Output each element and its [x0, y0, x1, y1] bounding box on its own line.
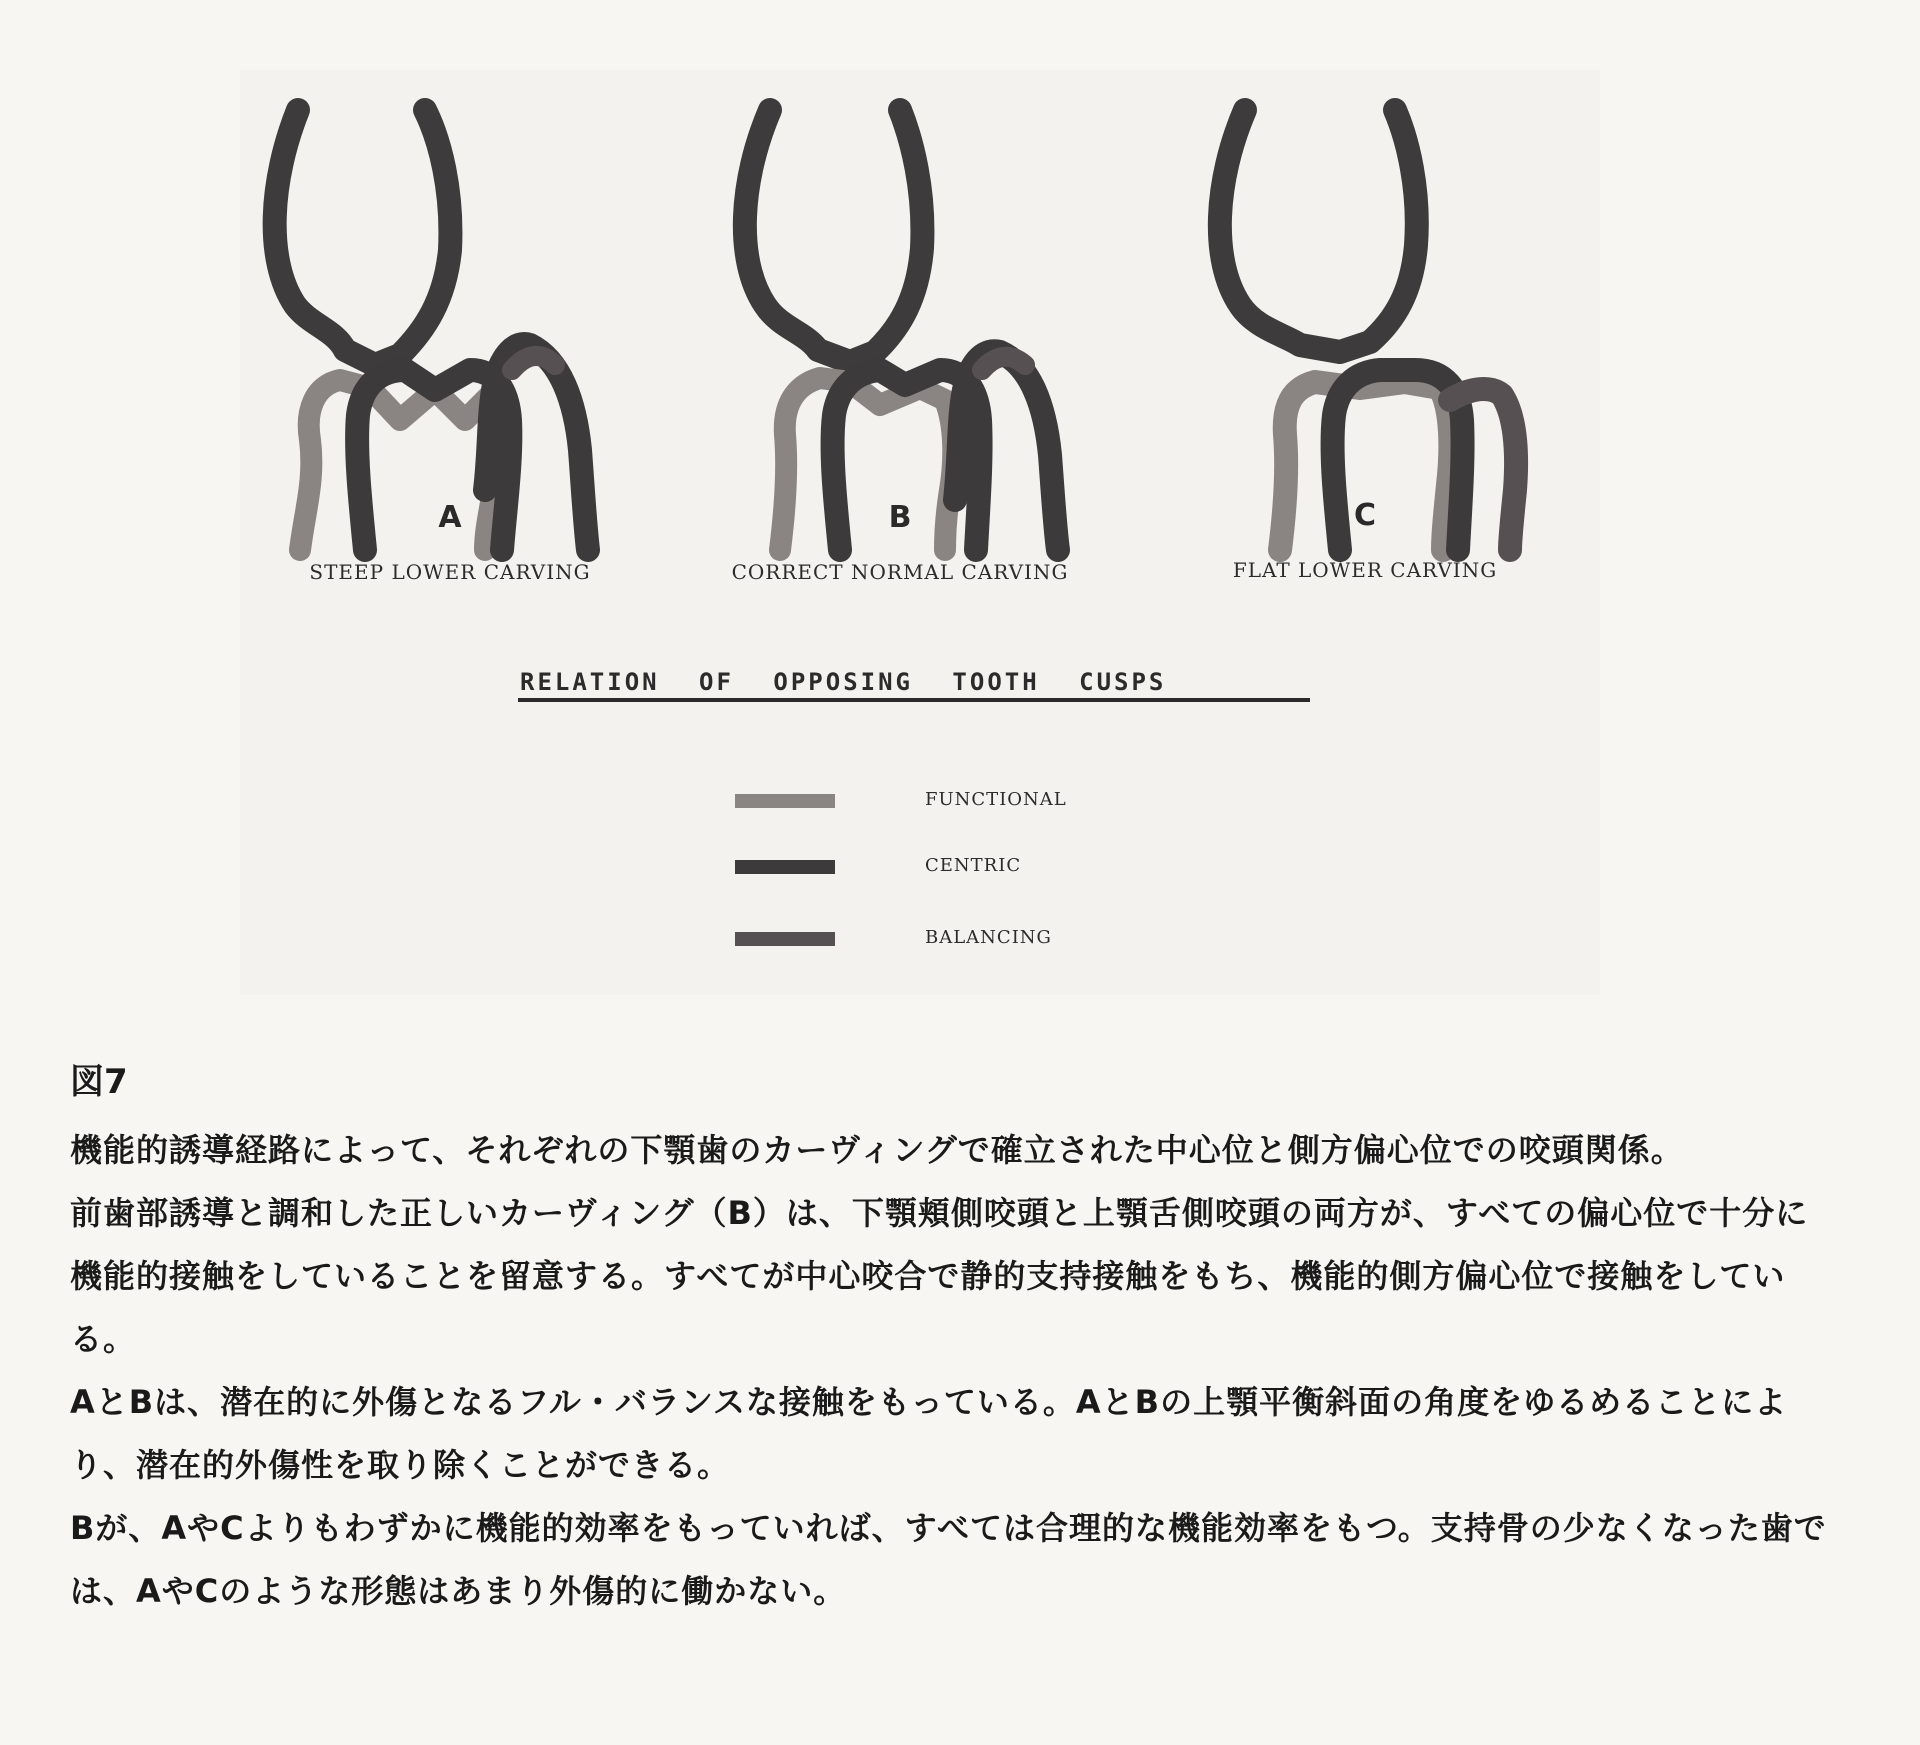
- panel-a-letter: A: [438, 500, 462, 535]
- legend-swatch-centric: [735, 860, 835, 874]
- legend-label-functional: FUNCTIONAL: [925, 789, 1067, 810]
- panel-b-caption: CORRECT NORMAL CARVING: [731, 560, 1069, 584]
- caption-paragraph: 前歯部誘導と調和した正しいカーヴィング（B）は、下顎頬側咬頭と上顎舌側咬頭の両方が、すべての偏心位で十分に機能的接触をしていることを留意する。すべてが中心咬合で静的支持接触をもち、機能的側方偏心位で接触をしている。: [70, 1194, 1809, 1358]
- panel-a-upper-tooth: [275, 110, 451, 365]
- legend-label-centric: CENTRIC: [925, 855, 1022, 876]
- panel-c-caption: FLAT LOWER CARVING: [1232, 558, 1498, 582]
- panel-b-letter: B: [888, 500, 912, 535]
- panel-c-drawing: [1220, 110, 1516, 550]
- caption-paragraph: 機能的誘導経路によって、それぞれの下顎歯のカーヴィングで確立された中心位と側方偏心位での咬頭関係。: [70, 1131, 1684, 1169]
- panel-a-cusp-balancing: [512, 356, 555, 370]
- panel-c-upper-tooth: [1220, 110, 1417, 352]
- panel-b-drawing: [745, 110, 1058, 550]
- caption-paragraph: AとBは、潜在的に外傷となるフル・バランスな接触をもっている。AとBの上顎平衡斜面の角度をゆるめることにより、潜在的外傷性を取り除くことができる。: [70, 1383, 1788, 1484]
- relation-title-underline: [518, 698, 1310, 702]
- relation-title: RELATION OF OPPOSING TOOTH CUSPS: [520, 668, 1167, 696]
- figure-7-diagram: [240, 70, 1600, 995]
- panel-a-drawing: [275, 110, 588, 550]
- panel-b-upper-tooth: [745, 110, 923, 362]
- legend-swatch-balancing: [735, 932, 835, 946]
- panel-a-caption: STEEP LOWER CARVING: [309, 560, 591, 584]
- caption-paragraph: Bが、AやCよりもわずかに機能的効率をもっていれば、すべては合理的な機能効率をもつ。支持骨の少なくなった歯では、AやCのような形態はあまり外傷的に働かない。: [70, 1509, 1827, 1610]
- legend-label-balancing: BALANCING: [925, 927, 1052, 948]
- figure-caption: [70, 1054, 1830, 1623]
- panel-b-cusp-balancing: [982, 357, 1025, 370]
- panel-c-letter: C: [1353, 498, 1377, 533]
- legend-swatch-functional: [735, 794, 835, 808]
- figure-number: 図7: [70, 1062, 128, 1102]
- panel-c-cusp-balancing: [1455, 387, 1495, 395]
